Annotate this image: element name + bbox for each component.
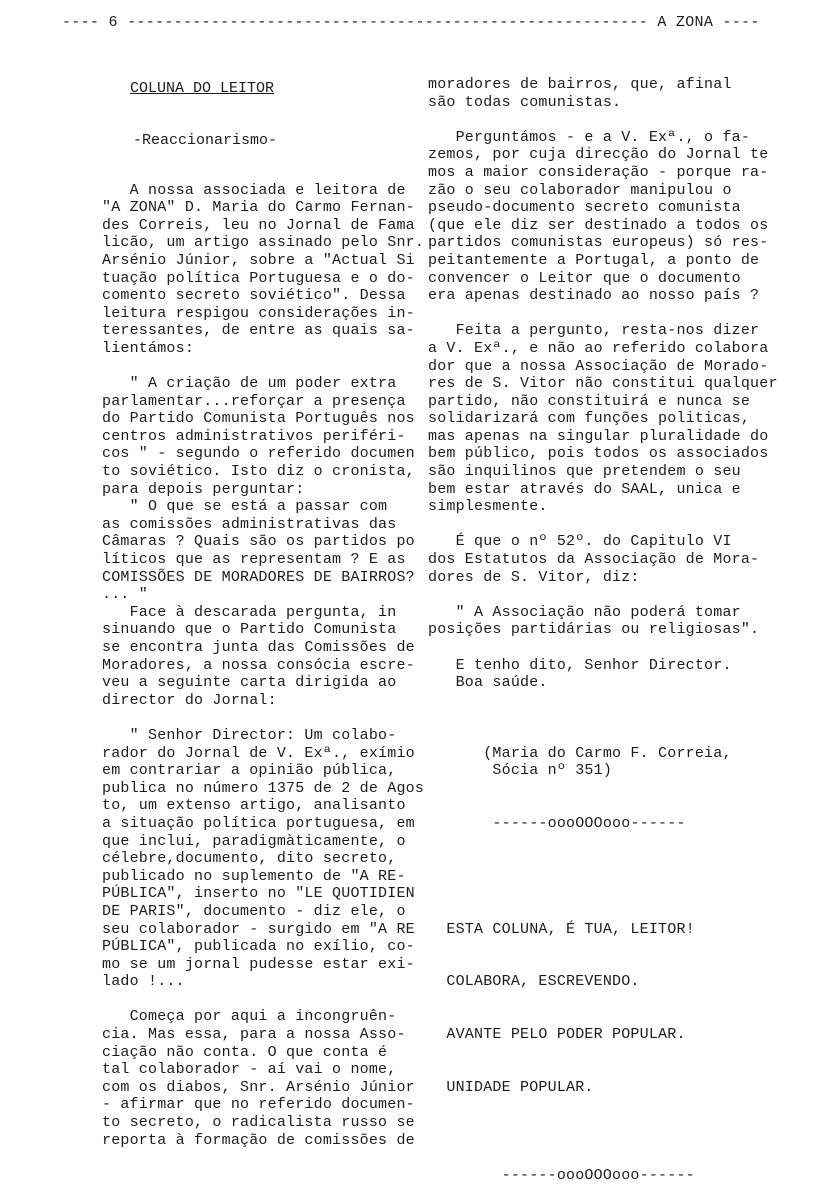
left-column-text-line: A nossa associada e leitora de bbox=[102, 181, 406, 199]
publication-name: A ZONA bbox=[657, 14, 714, 31]
right-column-text-line: (Maria do Carmo F. Correia, bbox=[428, 744, 732, 762]
left-column-text-line: que inclui, paradigmàticamente, o bbox=[102, 832, 406, 850]
right-column-text-line bbox=[428, 938, 778, 956]
left-column-text-line: " O que se está a passar com bbox=[102, 498, 388, 516]
right-column-text-line bbox=[428, 305, 778, 323]
left-column-text-line: Câmaras ? Quais são os partidos po bbox=[102, 533, 415, 551]
left-column-text-line: veu a seguinte carta dirigida ao bbox=[102, 674, 397, 692]
right-column-text-line: Sócia nº 351) bbox=[428, 762, 613, 780]
right-column-text-line bbox=[428, 727, 778, 745]
left-column-text-line: Arsénio Júnior, sobre a "Actual Si bbox=[102, 251, 415, 269]
left-column-text-line: lientámos: bbox=[102, 339, 195, 357]
right-column-text-line: são inquilinos que pretendem o seu bbox=[428, 463, 741, 481]
column-title: COLUNA DO LEITOR bbox=[130, 80, 275, 97]
left-column-text-line: tuação política Portuguesa e o do- bbox=[102, 269, 415, 287]
right-column-text-line: zão o seu colaborador manipulou o bbox=[428, 181, 732, 199]
left-column-text-line: DE PARIS", documento - diz ele, o bbox=[102, 902, 406, 920]
right-column-text-line: partidos comunistas europeus) só res- bbox=[428, 234, 769, 252]
left-column-text-line: lado !... bbox=[102, 973, 185, 991]
page-number: 6 bbox=[108, 14, 118, 31]
right-column-text-line bbox=[428, 780, 778, 798]
right-column-text-line bbox=[428, 868, 778, 886]
right-column-text-line: ------oooOOOooo------ bbox=[428, 1166, 695, 1184]
right-column-text-line: E tenho dito, Senhor Director. bbox=[428, 656, 732, 674]
right-column-text-line: peitantemente a Portugal, a ponto de bbox=[428, 251, 760, 269]
right-column-text-line: partido, não constituirá e nunca se bbox=[428, 392, 751, 410]
left-column-text-line: COMISSÕES DE MORADORES DE BAIRROS? bbox=[102, 568, 415, 586]
right-column-text-line bbox=[428, 1149, 778, 1167]
right-column-text-line bbox=[428, 956, 778, 974]
right-column-text-line: convencer o Leitor que o documento bbox=[428, 269, 741, 287]
spacer-line bbox=[102, 146, 424, 164]
right-column-text-line: bem público, pois todos os associados bbox=[428, 445, 769, 463]
left-column-text-line: des Correis, leu no Jornal de Fama bbox=[102, 216, 415, 234]
right-column-text-line: dor que a nossa Associação de Morado- bbox=[428, 357, 769, 375]
left-column-text-line: as comissões administrativas das bbox=[102, 515, 397, 533]
right-column-text-line bbox=[428, 1008, 778, 1026]
right-column-text-line: AVANTE PELO PODER POPULAR. bbox=[428, 1026, 686, 1044]
right-column-text-line: COLABORA, ESCREVENDO. bbox=[428, 973, 640, 991]
left-column-text-line: a situação política portuguesa, em bbox=[102, 814, 415, 832]
right-column-text-line bbox=[428, 1114, 778, 1132]
right-column-text-line: Perguntámos - e a V. Exª., o fa- bbox=[428, 128, 751, 146]
left-column-text-line: tal colaborador - aí vai o nome, bbox=[102, 1061, 397, 1079]
left-column-text-line: " A criação de um poder extra bbox=[102, 375, 397, 393]
left-column-text-line: com os diabos, Snr. Arsénio Júnior bbox=[102, 1078, 415, 1096]
right-column-text-line: bem estar através do SAAL, unica e bbox=[428, 480, 741, 498]
right-column-text-line: UNIDADE POPULAR. bbox=[428, 1078, 594, 1096]
right-column-text-line: zemos, por cuja direcção do Jornal te bbox=[428, 146, 769, 164]
left-column-text-line bbox=[102, 709, 424, 727]
right-column-text-line: simplesmente. bbox=[428, 498, 548, 516]
right-column-text-line bbox=[428, 903, 778, 921]
right-column-text-line bbox=[428, 991, 778, 1009]
left-column-text-line: PÚBLICA", inserto no "LE QUOTIDIEN bbox=[102, 885, 415, 903]
right-column-text-line: " A Associação não poderá tomar bbox=[428, 603, 741, 621]
right-text-column bbox=[428, 76, 778, 1184]
right-column-text-line: posições partidárias ou religiosas". bbox=[428, 621, 760, 639]
right-column-text-line bbox=[428, 111, 778, 129]
right-column-text-line bbox=[428, 833, 778, 851]
spacer-line bbox=[102, 129, 424, 147]
left-column-text-line: to soviético. Isto diz o cronista, bbox=[102, 463, 415, 481]
left-column-text-line: licão, um artigo assinado pelo Snr. bbox=[102, 234, 425, 252]
left-column-text-line: líticos que as representam ? E as bbox=[102, 551, 406, 569]
page-header: ---- 6 -------------------------------------------------------- A ZONA ---- bbox=[62, 14, 760, 31]
left-column-text-line: director do Jornal: bbox=[102, 691, 277, 709]
left-column-text-line: cos " - segundo o referido documen bbox=[102, 445, 415, 463]
left-column-text-line: - afirmar que no referido documen- bbox=[102, 1096, 415, 1114]
left-column-text-line: cia. Mas essa, para a nossa Asso- bbox=[102, 1026, 406, 1044]
right-column-text-line: dores de S. Vitor, diz: bbox=[428, 568, 640, 586]
right-column-text-line: res de S. Vitor não constitui qualquer bbox=[428, 375, 778, 393]
left-column-text-line: comento secreto soviético". Dessa bbox=[102, 287, 406, 305]
article-subtitle: -Reaccionarismo- bbox=[133, 132, 278, 149]
right-column-text-line: mas apenas na singular pluralidade do bbox=[428, 427, 769, 445]
right-column-text-line: É que o nº 52º. do Capitulo VI bbox=[428, 533, 732, 551]
left-column-text-line: centros administrativos periféri- bbox=[102, 427, 406, 445]
right-column-text-line bbox=[428, 1096, 778, 1114]
right-column-text-line: solidarizará com funções politicas, bbox=[428, 410, 751, 428]
spacer-line bbox=[102, 94, 424, 112]
left-column-text-line: sinuando que o Partido Comunista bbox=[102, 621, 397, 639]
right-column-text-line: Feita a pergunto, resta-nos dizer bbox=[428, 322, 760, 340]
left-column-text-line: publica no número 1375 de 2 de Agos bbox=[102, 779, 425, 797]
right-column-text-line: mos a maior consideração - porque ra- bbox=[428, 163, 769, 181]
left-column-text-line: leitura respigou considerações in- bbox=[102, 304, 415, 322]
left-column-text-line: célebre,documento, dito secreto, bbox=[102, 850, 397, 868]
left-column-text-line: teressantes, de entre as quais sa- bbox=[102, 322, 415, 340]
left-column-text-line: mo se um jornal pudesse estar exi- bbox=[102, 955, 415, 973]
right-column-text-line bbox=[428, 1061, 778, 1079]
right-column-text-line bbox=[428, 1132, 778, 1150]
left-column-text-line: Moradores, a nossa consócia escre- bbox=[102, 656, 415, 674]
right-column-text-line: Boa saúde. bbox=[428, 674, 548, 692]
right-column-text-line bbox=[428, 1044, 778, 1062]
left-column-text-line bbox=[102, 991, 424, 1009]
left-column-text-line: em contrariar a opinião pública, bbox=[102, 762, 397, 780]
left-column-text-line: rador do Jornal de V. Exª., exímio bbox=[102, 744, 415, 762]
left-column-text-line: seu colaborador - surgido em "A RE bbox=[102, 920, 415, 938]
left-column-text-line: publicado no suplemento de "A RE- bbox=[102, 867, 406, 885]
right-column-text-line: (que ele diz ser destinado a todos os bbox=[428, 216, 769, 234]
right-column-text-line: moradores de bairros, que, afinal bbox=[428, 76, 732, 93]
left-column-text-line: "A ZONA" D. Maria do Carmo Fernan- bbox=[102, 199, 415, 217]
right-column-text-line bbox=[428, 850, 778, 868]
right-column-text-line: pseudo-documento secreto comunista bbox=[428, 199, 741, 217]
right-column-text-line bbox=[428, 516, 778, 534]
left-column-text-line: do Partido Comunista Português nos bbox=[102, 410, 415, 428]
right-column-text-line bbox=[428, 586, 778, 604]
right-column-text-line: ESTA COLUNA, É TUA, LEITOR! bbox=[428, 920, 695, 938]
right-column-text-line: a V. Exª., e não ao referido colabora bbox=[428, 339, 769, 357]
left-column-text-line: Face à descarada pergunta, in bbox=[102, 603, 397, 621]
left-column-text-line: se encontra junta das Comissões de bbox=[102, 639, 415, 656]
right-column-text-line bbox=[428, 885, 778, 903]
right-column-text-line bbox=[428, 797, 778, 815]
left-column-text-line: Começa por aqui a incongruên- bbox=[102, 1008, 397, 1026]
spacer-line bbox=[102, 76, 424, 94]
right-column-text-line: dos Estatutos da Associação de Mora- bbox=[428, 551, 760, 569]
left-column-text-line: para depois perguntar: bbox=[102, 480, 305, 498]
spacer-line bbox=[102, 164, 424, 182]
right-column-text-line bbox=[428, 639, 778, 657]
left-column-text-line: parlamentar...reforçar a presença bbox=[102, 392, 406, 410]
right-column-text-line: era apenas destinado ao nosso país ? bbox=[428, 287, 760, 305]
right-column-text-line bbox=[428, 692, 778, 710]
left-column-text-line: reporta à formação de comissões de bbox=[102, 1131, 415, 1149]
left-column-text-line: " Senhor Director: Um colabo- bbox=[102, 726, 397, 744]
left-column-text-line: PÚBLICA", publicada no exílio, co- bbox=[102, 938, 415, 956]
right-column-text-line bbox=[428, 709, 778, 727]
left-column-text-line: to, um extenso artigo, analisanto bbox=[102, 797, 406, 815]
left-column-text-line: ... " bbox=[102, 586, 149, 604]
left-column-text-line: ciação não conta. O que conta é bbox=[102, 1043, 388, 1061]
spacer-line bbox=[102, 111, 424, 129]
right-column-text-line: são todas comunistas. bbox=[428, 93, 622, 111]
left-column-text-line: to secreto, o radicalista russo se bbox=[102, 1114, 415, 1132]
left-column-text-line bbox=[102, 358, 424, 376]
right-column-text-line: ------oooOOOooo------ bbox=[428, 814, 686, 832]
left-text-column bbox=[102, 76, 424, 1149]
